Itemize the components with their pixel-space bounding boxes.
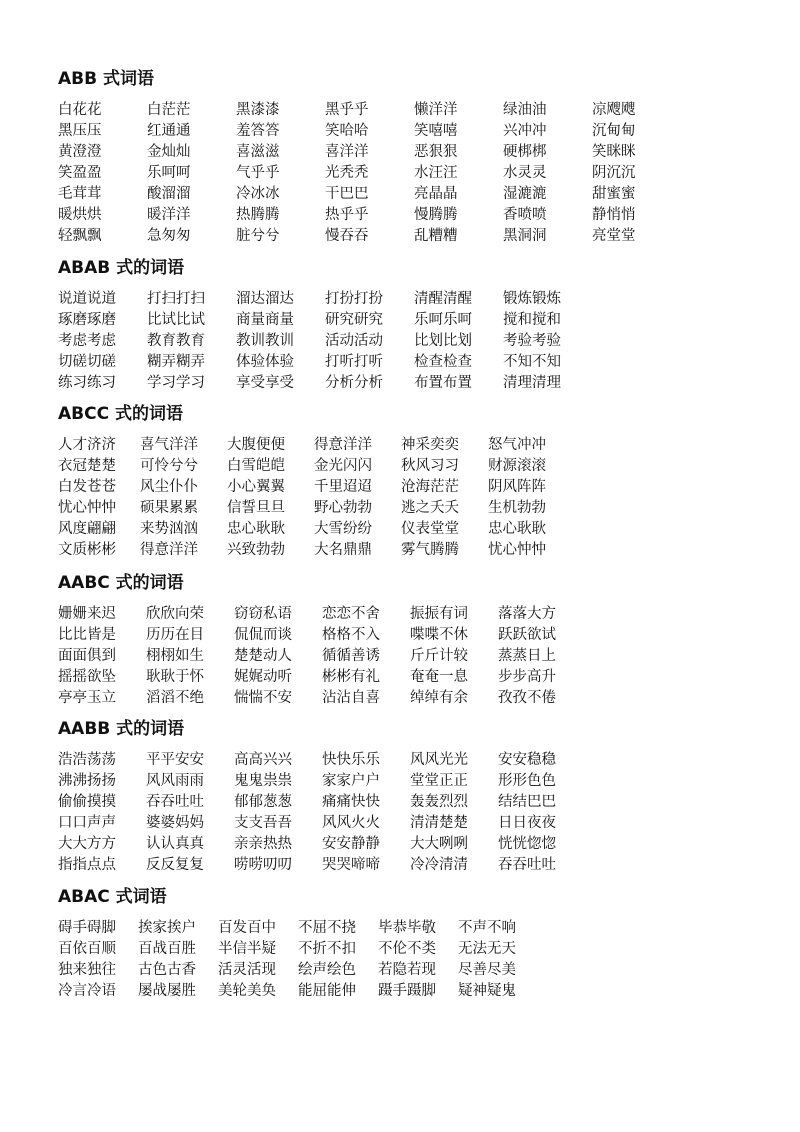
word-cell: 耿耿于怀 — [146, 669, 204, 685]
word-cell: 干巴巴 — [325, 186, 369, 202]
word-cell: 乱糟糟 — [414, 228, 458, 244]
word-cell: 乐呵乐呵 — [414, 312, 472, 328]
section-heading: AABC 式的词语 — [58, 573, 184, 593]
word-cell: 口口声声 — [58, 815, 116, 831]
word-cell: 信誓旦旦 — [227, 500, 285, 516]
word-cell: 碍手碍脚 — [58, 920, 116, 936]
word-cell: 沸沸扬扬 — [58, 773, 116, 789]
word-cell: 文质彬彬 — [58, 542, 116, 558]
word-cell: 分析分析 — [325, 375, 383, 391]
word-cell: 笑嘻嘻 — [414, 123, 458, 139]
section-aabb — [58, 718, 586, 876]
word-cell: 喜滋滋 — [236, 144, 280, 160]
word-row — [58, 625, 586, 646]
word-cell: 打听打听 — [325, 354, 383, 370]
word-grid — [58, 100, 681, 247]
word-cell: 雾气腾腾 — [401, 542, 459, 558]
word-cell: 人才济济 — [58, 437, 116, 453]
word-cell: 搅和搅和 — [503, 312, 561, 328]
word-cell: 黄澄澄 — [58, 144, 102, 160]
word-cell: 亮堂堂 — [592, 228, 636, 244]
word-row — [58, 813, 586, 834]
word-cell: 仪表堂堂 — [401, 521, 459, 537]
word-row — [58, 981, 538, 1002]
word-cell: 恶狠狠 — [414, 144, 458, 160]
section-abcc — [58, 403, 575, 561]
word-row — [58, 939, 538, 960]
section-heading: ABAC 式词语 — [58, 887, 167, 907]
word-cell: 硕果累累 — [140, 500, 198, 516]
word-cell: 静悄悄 — [592, 207, 636, 223]
word-row — [58, 667, 586, 688]
word-cell: 比比皆是 — [58, 627, 116, 643]
word-cell: 郁郁葱葱 — [234, 794, 292, 810]
word-cell: 清理清理 — [503, 375, 561, 391]
word-cell: 亮晶晶 — [414, 186, 458, 202]
word-cell: 支支吾吾 — [234, 815, 292, 831]
word-cell: 侃侃而谈 — [234, 627, 292, 643]
word-row — [58, 100, 681, 121]
word-row — [58, 289, 592, 310]
word-cell: 懒洋洋 — [414, 102, 458, 118]
word-cell: 慢吞吞 — [325, 228, 369, 244]
word-cell: 喜洋洋 — [325, 144, 369, 160]
word-cell: 香喷喷 — [503, 207, 547, 223]
word-cell: 半信半疑 — [218, 941, 276, 957]
word-cell: 白花花 — [58, 102, 102, 118]
section-heading: ABAB 式的词语 — [58, 258, 185, 278]
word-row — [58, 163, 681, 184]
word-cell: 结结巴巴 — [498, 794, 556, 810]
word-cell: 哭哭啼啼 — [322, 857, 380, 873]
word-cell: 金灿灿 — [147, 144, 191, 160]
word-cell: 栩栩如生 — [146, 648, 204, 664]
word-cell: 吞吞吐吐 — [498, 857, 556, 873]
word-cell: 考验考验 — [503, 333, 561, 349]
word-cell: 慢腾腾 — [414, 207, 458, 223]
word-cell: 绘声绘色 — [298, 962, 356, 978]
word-cell: 小心翼翼 — [227, 479, 285, 495]
word-cell: 切磋切磋 — [58, 354, 116, 370]
word-cell: 研究研究 — [325, 312, 383, 328]
word-row — [58, 331, 592, 352]
word-row — [58, 142, 681, 163]
word-cell: 不折不扣 — [298, 941, 356, 957]
word-cell: 喜气洋洋 — [140, 437, 198, 453]
word-cell: 比试比试 — [147, 312, 205, 328]
word-cell: 循循善诱 — [322, 648, 380, 664]
word-row — [58, 750, 586, 771]
word-cell: 白茫茫 — [147, 102, 191, 118]
word-cell: 黑压压 — [58, 123, 102, 139]
word-grid — [58, 289, 592, 394]
word-cell: 百发百中 — [218, 920, 276, 936]
word-row — [58, 960, 538, 981]
word-cell: 屡战屡胜 — [138, 983, 196, 999]
word-cell: 笑眯眯 — [592, 144, 636, 160]
word-cell: 光秃秃 — [325, 165, 369, 181]
word-cell: 黑漆漆 — [236, 102, 280, 118]
word-cell: 蹑手蹑脚 — [378, 983, 436, 999]
word-row — [58, 435, 575, 456]
word-cell: 格格不入 — [322, 627, 380, 643]
word-cell: 亲亲热热 — [234, 836, 292, 852]
word-grid — [58, 750, 586, 876]
word-cell: 来势汹汹 — [140, 521, 198, 537]
word-row — [58, 792, 586, 813]
word-cell: 滔滔不绝 — [146, 690, 204, 706]
word-cell: 认认真真 — [146, 836, 204, 852]
word-cell: 婆婆妈妈 — [146, 815, 204, 831]
word-cell: 享受享受 — [236, 375, 294, 391]
word-cell: 能屈能伸 — [298, 983, 356, 999]
word-cell: 白发苍苍 — [58, 479, 116, 495]
word-cell: 神采奕奕 — [401, 437, 459, 453]
word-cell: 姗姗来迟 — [58, 606, 116, 622]
word-cell: 风尘仆仆 — [140, 479, 198, 495]
word-cell: 高高兴兴 — [234, 752, 292, 768]
word-cell: 忠心耿耿 — [227, 521, 285, 537]
word-row — [58, 456, 575, 477]
word-cell: 摇摇欲坠 — [58, 669, 116, 685]
word-cell: 娓娓动听 — [234, 669, 292, 685]
word-cell: 若隐若现 — [378, 962, 436, 978]
word-cell: 形形色色 — [498, 773, 556, 789]
word-cell: 教训教训 — [236, 333, 294, 349]
section-abb — [58, 68, 681, 247]
word-cell: 得意洋洋 — [314, 437, 372, 453]
word-cell: 沉甸甸 — [592, 123, 636, 139]
word-cell: 打扮打扮 — [325, 291, 383, 307]
word-cell: 绿油油 — [503, 102, 547, 118]
word-cell: 考虑考虑 — [58, 333, 116, 349]
word-grid — [58, 918, 538, 1002]
section-aabc — [58, 572, 586, 709]
word-cell: 忧心忡忡 — [58, 500, 116, 516]
word-cell: 练习练习 — [58, 375, 116, 391]
word-cell: 偷偷摸摸 — [58, 794, 116, 810]
word-cell: 比划比划 — [414, 333, 472, 349]
word-row — [58, 477, 575, 498]
word-cell: 忧心忡忡 — [488, 542, 546, 558]
word-row — [58, 688, 586, 709]
word-row — [58, 771, 586, 792]
word-cell: 兴冲冲 — [503, 123, 547, 139]
word-cell: 挨家挨户 — [138, 920, 196, 936]
word-cell: 千里迢迢 — [314, 479, 372, 495]
word-cell: 笑盈盈 — [58, 165, 102, 181]
word-cell: 绰绰有余 — [410, 690, 468, 706]
word-cell: 活灵活现 — [218, 962, 276, 978]
word-row — [58, 310, 592, 331]
word-cell: 白雪皑皑 — [227, 458, 285, 474]
word-cell: 风风火火 — [322, 815, 380, 831]
word-cell: 百战百胜 — [138, 941, 196, 957]
word-cell: 大大方方 — [58, 836, 116, 852]
word-cell: 暖烘烘 — [58, 207, 102, 223]
word-row — [58, 498, 575, 519]
section-heading: ABB 式词语 — [58, 69, 154, 89]
word-cell: 水灵灵 — [503, 165, 547, 181]
word-cell: 气乎乎 — [236, 165, 280, 181]
word-cell: 历历在目 — [146, 627, 204, 643]
word-cell: 鬼鬼祟祟 — [234, 773, 292, 789]
word-cell: 衣冠楚楚 — [58, 458, 116, 474]
word-cell: 不知不知 — [503, 354, 561, 370]
word-cell: 阴沉沉 — [592, 165, 636, 181]
word-cell: 大大咧咧 — [410, 836, 468, 852]
word-cell: 凉飕飕 — [592, 102, 636, 118]
word-cell: 硬梆梆 — [503, 144, 547, 160]
word-row — [58, 918, 538, 939]
word-cell: 轻飘飘 — [58, 228, 102, 244]
word-cell: 忠心耿耿 — [488, 521, 546, 537]
word-cell: 金光闪闪 — [314, 458, 372, 474]
word-cell: 孜孜不倦 — [498, 690, 556, 706]
word-cell: 沾沾自喜 — [322, 690, 380, 706]
word-cell: 清醒清醒 — [414, 291, 472, 307]
word-cell: 恍恍惚惚 — [498, 836, 556, 852]
word-cell: 不声不响 — [458, 920, 516, 936]
word-cell: 家家户户 — [322, 773, 380, 789]
word-row — [58, 834, 586, 855]
word-cell: 惴惴不安 — [234, 690, 292, 706]
word-cell: 暖洋洋 — [147, 207, 191, 223]
word-row — [58, 121, 681, 142]
word-cell: 教育教育 — [147, 333, 205, 349]
word-cell: 可怜兮兮 — [140, 458, 198, 474]
word-cell: 得意洋洋 — [140, 542, 198, 558]
word-cell: 痛痛快快 — [322, 794, 380, 810]
word-cell: 黑洞洞 — [503, 228, 547, 244]
word-cell: 彬彬有礼 — [322, 669, 380, 685]
word-row — [58, 373, 592, 394]
word-cell: 安安稳稳 — [498, 752, 556, 768]
word-row — [58, 855, 586, 876]
word-cell: 斤斤计较 — [410, 648, 468, 664]
word-cell: 风度翩翩 — [58, 521, 116, 537]
word-cell: 美轮美奂 — [218, 983, 276, 999]
word-cell: 乐呵呵 — [147, 165, 191, 181]
word-cell: 检查检查 — [414, 354, 472, 370]
word-cell: 体验体验 — [236, 354, 294, 370]
word-cell: 奄奄一息 — [410, 669, 468, 685]
word-cell: 日日夜夜 — [498, 815, 556, 831]
word-cell: 大名鼎鼎 — [314, 542, 372, 558]
word-grid — [58, 604, 586, 709]
word-cell: 百依百顺 — [58, 941, 116, 957]
word-cell: 热乎乎 — [325, 207, 369, 223]
word-cell: 堂堂正正 — [410, 773, 468, 789]
word-cell: 快快乐乐 — [322, 752, 380, 768]
word-cell: 红通通 — [147, 123, 191, 139]
word-row — [58, 352, 592, 373]
word-cell: 毕恭毕敬 — [378, 920, 436, 936]
word-cell: 独来独往 — [58, 962, 116, 978]
word-cell: 风风雨雨 — [146, 773, 204, 789]
word-cell: 布置布置 — [414, 375, 472, 391]
word-cell: 热腾腾 — [236, 207, 280, 223]
word-cell: 财源滚滚 — [488, 458, 546, 474]
word-cell: 溜达溜达 — [236, 291, 294, 307]
word-cell: 反反复复 — [146, 857, 204, 873]
section-abac — [58, 886, 538, 1002]
word-cell: 活动活动 — [325, 333, 383, 349]
word-cell: 落落大方 — [498, 606, 556, 622]
word-cell: 阴风阵阵 — [488, 479, 546, 495]
word-cell: 脏兮兮 — [236, 228, 280, 244]
word-cell: 清清楚楚 — [410, 815, 468, 831]
word-cell: 蒸蒸日上 — [498, 648, 556, 664]
word-cell: 逃之夭夭 — [401, 500, 459, 516]
word-cell: 窃窃私语 — [234, 606, 292, 622]
word-cell: 冷冰冰 — [236, 186, 280, 202]
word-cell: 冷言冷语 — [58, 983, 116, 999]
word-cell: 酸溜溜 — [147, 186, 191, 202]
word-cell: 唠唠叨叨 — [234, 857, 292, 873]
word-cell: 生机勃勃 — [488, 500, 546, 516]
word-cell: 楚楚动人 — [234, 648, 292, 664]
word-cell: 不屈不挠 — [298, 920, 356, 936]
word-cell: 野心勃勃 — [314, 500, 372, 516]
word-cell: 商量商量 — [236, 312, 294, 328]
word-cell: 湿漉漉 — [503, 186, 547, 202]
word-row — [58, 604, 586, 625]
word-cell: 学习学习 — [147, 375, 205, 391]
word-cell: 吞吞吐吐 — [146, 794, 204, 810]
word-cell: 黑乎乎 — [325, 102, 369, 118]
word-cell: 糊弄糊弄 — [147, 354, 205, 370]
word-cell: 喋喋不休 — [410, 627, 468, 643]
word-row — [58, 226, 681, 247]
word-cell: 琢磨琢磨 — [58, 312, 116, 328]
word-cell: 安安静静 — [322, 836, 380, 852]
word-row — [58, 646, 586, 667]
word-cell: 打扫打扫 — [147, 291, 205, 307]
word-cell: 风风光光 — [410, 752, 468, 768]
word-row — [58, 519, 575, 540]
word-cell: 古色古香 — [138, 962, 196, 978]
section-heading: ABCC 式的词语 — [58, 404, 183, 424]
word-row — [58, 540, 575, 561]
word-cell: 跃跃欲试 — [498, 627, 556, 643]
word-row — [58, 184, 681, 205]
word-cell: 平平安安 — [146, 752, 204, 768]
word-cell: 甜蜜蜜 — [592, 186, 636, 202]
word-cell: 浩浩荡荡 — [58, 752, 116, 768]
word-cell: 怒气冲冲 — [488, 437, 546, 453]
word-cell: 无法无天 — [458, 941, 516, 957]
word-cell: 毛茸茸 — [58, 186, 102, 202]
word-row — [58, 205, 681, 226]
word-cell: 疑神疑鬼 — [458, 983, 516, 999]
word-cell: 水汪汪 — [414, 165, 458, 181]
word-cell: 急匆匆 — [147, 228, 191, 244]
word-cell: 步步高升 — [498, 669, 556, 685]
word-cell: 不伦不类 — [378, 941, 436, 957]
word-cell: 兴致勃勃 — [227, 542, 285, 558]
section-abab — [58, 257, 592, 394]
word-cell: 锻炼锻炼 — [503, 291, 561, 307]
word-cell: 说道说道 — [58, 291, 116, 307]
word-cell: 秋风习习 — [401, 458, 459, 474]
word-cell: 欣欣向荣 — [146, 606, 204, 622]
word-cell: 亭亭玉立 — [58, 690, 116, 706]
word-cell: 羞答答 — [236, 123, 280, 139]
word-cell: 冷冷清清 — [410, 857, 468, 873]
word-cell: 大腹便便 — [227, 437, 285, 453]
word-grid — [58, 435, 575, 561]
word-cell: 沧海茫茫 — [401, 479, 459, 495]
word-cell: 尽善尽美 — [458, 962, 516, 978]
word-cell: 面面俱到 — [58, 648, 116, 664]
word-cell: 振振有词 — [410, 606, 468, 622]
section-heading: AABB 式的词语 — [58, 719, 185, 739]
word-cell: 大雪纷纷 — [314, 521, 372, 537]
word-cell: 轰轰烈烈 — [410, 794, 468, 810]
word-cell: 指指点点 — [58, 857, 116, 873]
word-cell: 笑哈哈 — [325, 123, 369, 139]
word-cell: 恋恋不舍 — [322, 606, 380, 622]
